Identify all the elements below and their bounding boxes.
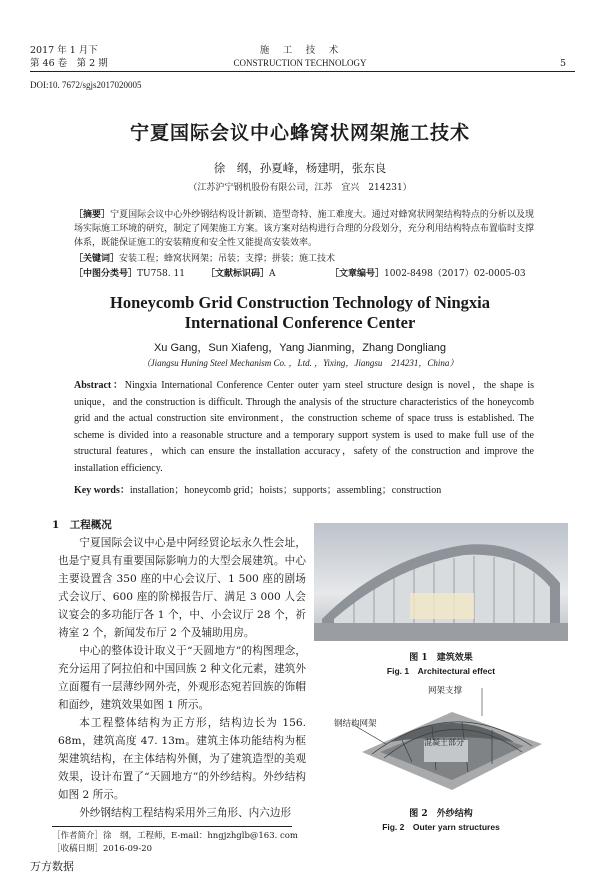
issue-date: 2017 年 1 月下 — [30, 45, 98, 56]
figure-2-caption-cn: 图 2 外纱结构 — [409, 809, 473, 819]
paragraph: 宁夏国际会议中心是中阿经贸论坛永久性会址，也是宁夏具有重要国际影响力的大型会展建筑。中心主要设置含 350 座的中心会议厅、1 500 座的剧场式会议厅、600 座的阶梯报告厅、满足 3 000 人会议宴会的多功能厅各 1 个，中、小会议厅 28 个，祈祷室 2 个，新闻发布厅 2 个及辅助用房。 — [58, 537, 306, 639]
keywords-en — [74, 483, 534, 500]
keywords-cn-label: ［关键词］ — [74, 254, 120, 264]
clc-number — [74, 267, 185, 281]
abstract-cn-label: ［摘要］ — [74, 210, 111, 220]
doc-code — [206, 267, 276, 281]
page-number: 5 — [560, 58, 567, 69]
clc-label: ［中图分类号］ — [74, 269, 138, 279]
abstract-cn-text: 宁夏国际会议中心外纱钢结构设计新颖、造型奇特、施工难度大。通过对蜂窝状网架结构特点的分析以及现场实际施工环境的研究，制定了网架施工方案。该方案对结构进行合理的分段划分，充分利用结构特点布置临时支撑体系，既能保证施工的安装精度和安全性又能提高安装效率。 — [74, 210, 534, 248]
journal-name-en: CONSTRUCTION TECHNOLOGY — [233, 58, 367, 68]
figure-2-label-support: 网架支撑 — [428, 686, 463, 696]
abstract-en — [74, 378, 534, 478]
issue-volume: 第 46 卷 第 2 期 — [30, 58, 108, 69]
figure-1-image — [314, 523, 568, 641]
title-cn: 宁夏国际会议中心蜂窝状网架施工技术 — [129, 122, 470, 144]
keywords-cn-text: 安装工程；蜂窝状网架；吊装；支撑；拼装；施工技术 — [119, 254, 336, 264]
abstract-en-label: Abstract： — [74, 380, 125, 391]
doi: DOI:10. 7672/sgjs2017020005 — [30, 80, 142, 90]
section-heading: 1 工程概况 — [52, 519, 112, 531]
author-bio-label: ［作者简介］ — [52, 831, 104, 841]
abstract-en-text: Ningxia International Conference Center outer yarn steel structure design is novel，the shape is unique，and the construction is difficult. Through the analysis of the structure characteristics of the honeycomb grid and the actual construction site environment，the construction scheme of space truss is established. The scheme is divided into a reasonable structure and a temporary support system is used to make full use of the structural features，which can ensure the installation accuracy，safety of the construction and improve the installation efficiency. — [74, 380, 534, 474]
header-rule — [30, 71, 575, 72]
article-number — [330, 267, 526, 281]
keywords-en-text: installation；honeycomb grid；hoists；supports；assembling；construction — [129, 485, 442, 496]
figure-2-caption-en: Fig. 2 Outer yarn structures — [382, 822, 500, 832]
paragraph: 外纱钢结构工程结构采用外三角形、内六边形 — [79, 807, 292, 819]
affiliation-en: （Jiangsu Huning Steel Mechanism Co. ，Ltd. ，Yixing，Jiangsu 214231，China） — [141, 358, 459, 368]
authors-cn: 徐 纲，孙夏峰，杨建明，张东良 — [213, 161, 387, 175]
keywords-cn — [74, 252, 534, 266]
author-bio — [52, 830, 298, 842]
author-bio-text: 徐 纲，工程师，E-mail：hngjzhglb@163. com — [103, 831, 298, 841]
doc-value: A — [269, 269, 276, 279]
affiliation-cn: （江苏沪宁钢机股份有限公司，江苏 宜兴 214231） — [188, 183, 412, 193]
abstract-cn — [74, 208, 534, 250]
figure-2-label-concrete: 混凝土部分 — [424, 738, 464, 747]
building-rendering — [314, 523, 568, 641]
paragraph: 本工程整体结构为正方形，结构边长为 156. 68m，建筑高度 47. 13m。建筑主体功能结构为框架建筑结构，在主体结构外侧，为了建筑造型的美观效果，设计布置了“天圆地方”的外纱结构。外纱结构如图 2 所示。 — [58, 717, 306, 801]
section-body — [58, 534, 306, 822]
figure-2-label-grid: 钢结构网架 — [334, 719, 377, 729]
title-en-line1: Honeycomb Grid Construction Technology of Ningxia — [110, 293, 490, 312]
received-date-label: ［收稿日期］ — [52, 844, 104, 854]
paragraph: 中心的整体设计取义于“天圆地方”的构图理念，充分运用了阿拉伯和中国回族 2 种文化元素，建筑外立面覆有一层薄纱网外壳，外观形态宛若回族的饰帽和面纱，建筑效果如图 1 所示。 — [58, 645, 306, 711]
received-date — [52, 843, 152, 855]
doc-label: ［文献标识码］ — [206, 269, 270, 279]
authors-en: Xu Gang，Sun Xiafeng，Yang Jianming，Zhang Dongliang — [153, 342, 447, 354]
journal-name-cn: 施 工 技 术 — [259, 45, 341, 56]
received-date-text: 2016-09-20 — [103, 844, 153, 854]
watermark-text: 万方数据 — [30, 860, 74, 873]
figure-1-caption-cn: 图 1 建筑效果 — [409, 653, 473, 663]
clc-value: TU758. 11 — [137, 269, 185, 279]
keywords-en-label: Key words： — [74, 485, 130, 496]
footnote-rule — [52, 826, 292, 827]
article-value: 1002-8498（2017）02-0005-03 — [384, 269, 526, 279]
article-label: ［文章编号］ — [330, 269, 385, 279]
figure-1-caption-en: Fig. 1 Architectural effect — [386, 666, 496, 676]
title-en-line2: International Conference Center — [184, 313, 416, 332]
